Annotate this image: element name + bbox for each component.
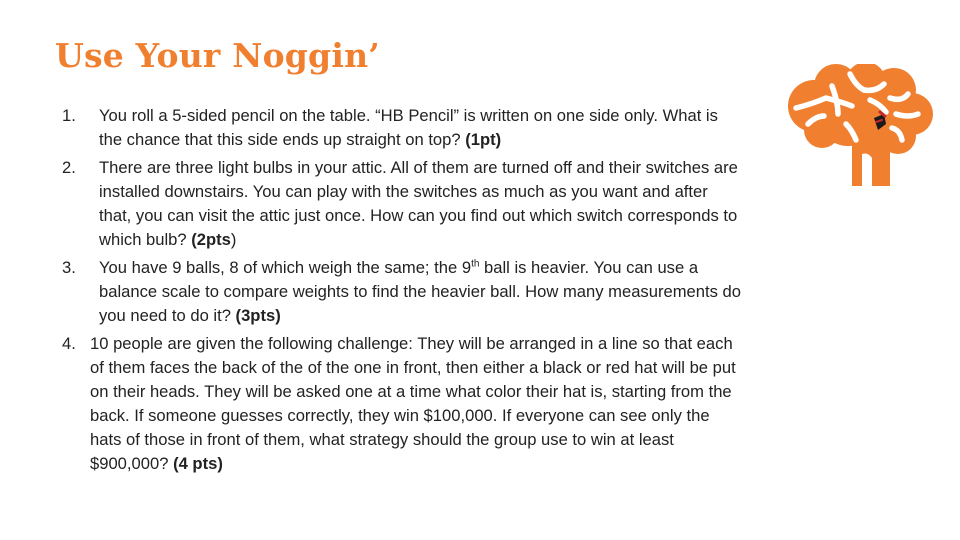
slide-title: Use Your Noggin’ — [55, 36, 380, 75]
question-item-3 — [62, 256, 742, 328]
question-points: (3pts) — [235, 306, 281, 325]
question-item-2 — [62, 156, 742, 252]
question-points: (2pts — [191, 230, 231, 249]
ordinal-suffix: th — [471, 258, 480, 270]
brain-icon — [786, 64, 936, 186]
question-item-1 — [62, 104, 742, 152]
question-text-end: ball is heavier. You can use a balance scale to compare weights to find the heavier ball. How many measurements do you need to do it? — [99, 258, 741, 325]
closing-paren: ) — [230, 230, 237, 249]
question-list — [62, 104, 742, 480]
question-number: 3. — [62, 258, 76, 277]
question-number: 1. — [62, 106, 76, 125]
question-number: 2. — [62, 158, 76, 177]
question-number: 4. — [62, 334, 76, 353]
question-points: (1pt) — [465, 130, 502, 149]
question-text: You roll a 5-sided pencil on the table. “HB Pencil” is written on one side only. What is the chance that this side ends up straight on top? — [99, 106, 718, 149]
question-text: There are three light bulbs in your attic. All of them are turned off and their switches are installed downstairs. You can play with the switches as much as you want and after that, you can visit the attic just once. How can you find out which switch corresponds to which bulb? — [99, 158, 738, 249]
question-points: (4 pts) — [173, 454, 223, 473]
question-text: 10 people are given the following challenge: They will be arranged in a line so that each of them faces the back of the of the one in front, then either a black or red hat will be put on their heads. They will be asked one at a time what color their hat is, starting from the back. If someone guesses correctly, they win $100,000. If everyone can see only the hats of those in front of them, what strategy should the group use to win at least $900,000? — [90, 334, 736, 473]
question-text-start: You have 9 balls, 8 of which weigh the same; the 9 — [99, 258, 472, 277]
question-item-4 — [62, 332, 742, 476]
